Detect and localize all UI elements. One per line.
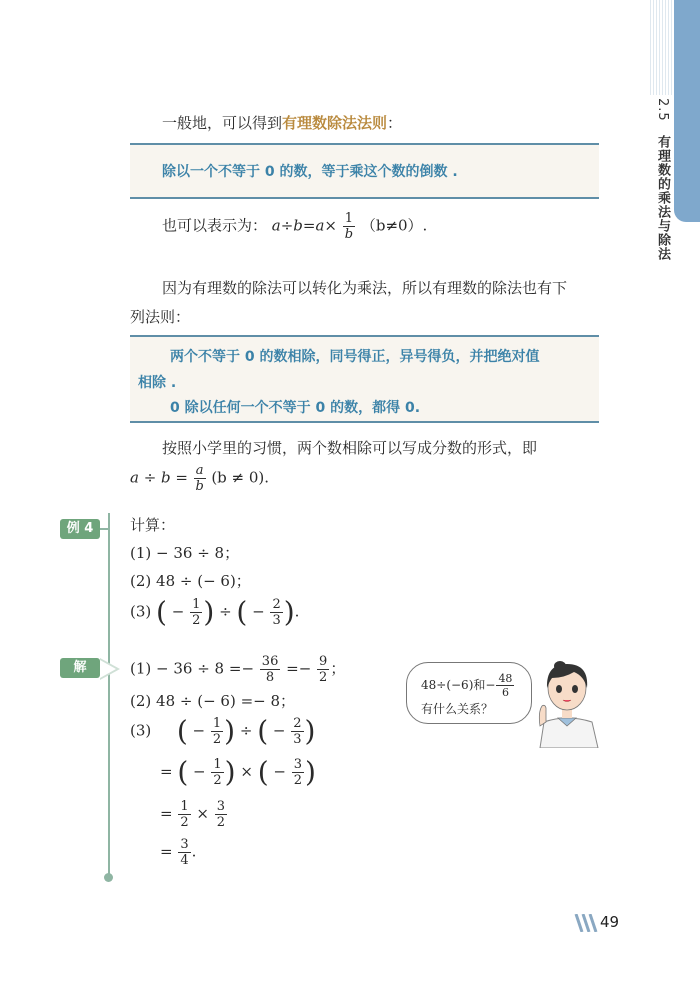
solution-line-1 bbox=[130, 655, 345, 684]
fraction-a-over-b bbox=[194, 464, 206, 493]
rule-2-line-1: 两个不等于 0 的数相除，同号得正，异号得负，并把绝对值 bbox=[170, 349, 540, 365]
frac-num: 48 bbox=[498, 672, 513, 685]
formula-line-2 bbox=[130, 464, 269, 493]
para-2-line-2: 列法则： bbox=[130, 308, 191, 326]
frac-num: 1 bbox=[212, 716, 222, 731]
frac-num: 1 bbox=[180, 799, 189, 814]
formula-prefix: 也可以表示为： bbox=[162, 216, 268, 235]
solution-step-1: = ( − $\frac{1}{2}$ ) × ( − $\frac{3}{2}$ ) bbox=[160, 755, 316, 789]
frac-den: 3 bbox=[293, 732, 302, 747]
fraction-1-over-b bbox=[343, 212, 355, 241]
rule-2-line-2: 相除 . bbox=[138, 375, 177, 391]
student-girl-illustration bbox=[530, 656, 605, 748]
frac-den: 2 bbox=[213, 773, 222, 788]
item-label: (3) bbox=[130, 602, 152, 621]
frac-den: 8 bbox=[265, 670, 275, 685]
example-item-2 bbox=[130, 568, 251, 594]
solution-line-3: (3) ( − $\frac{1}{2}$ ) ÷ ( − $\frac{2}{3}$ ) bbox=[130, 714, 316, 748]
formula2-condition: (b ≠ 0). bbox=[211, 468, 270, 487]
item-label: (1) bbox=[130, 544, 152, 562]
solution-tag: 解 bbox=[60, 658, 100, 678]
frac-den: 2 bbox=[293, 773, 303, 788]
page-number: 49 bbox=[600, 913, 620, 931]
frac-num: 2 bbox=[272, 597, 281, 612]
example-item-1 bbox=[130, 540, 239, 566]
formula2-lhs: a ÷ b = bbox=[130, 468, 188, 487]
frac-den: 2 bbox=[319, 670, 328, 685]
para-3-line-1: 按照小学里的习惯，两个数相除可以写成分数的形式，即 bbox=[162, 439, 538, 457]
formula-condition: （b≠0）. bbox=[360, 216, 428, 235]
item-expr: 48 ÷ (− 6)； bbox=[156, 572, 251, 590]
frac-den: 3 bbox=[272, 613, 281, 628]
speech-bubble bbox=[406, 662, 532, 724]
example-tag-tick bbox=[100, 528, 108, 530]
term-highlight: 有理数除法法则 bbox=[282, 114, 388, 132]
example-tag: 例 4 bbox=[60, 519, 100, 539]
frac-num: 3 bbox=[293, 757, 303, 772]
solution-step-3: = $\frac{3}{4}$ . bbox=[160, 837, 197, 868]
frac-den: 6 bbox=[501, 686, 509, 699]
rule-box-2 bbox=[130, 335, 599, 423]
frac-num: 1 bbox=[213, 757, 222, 772]
item-label: (2) bbox=[130, 692, 152, 710]
formula-lhs: a÷b=a× bbox=[271, 216, 337, 235]
guide-line-end-dot bbox=[104, 873, 113, 882]
item-end: . bbox=[294, 602, 300, 621]
section-label bbox=[652, 98, 672, 261]
step-end: . bbox=[191, 842, 197, 861]
solution-line-2 bbox=[130, 688, 295, 714]
example-item-3: (3) ( − $\frac{1}{2}$ ) ÷ ( − $\frac{2}{3}$ ). bbox=[130, 595, 300, 629]
bubble-text: 48÷(−6)和− bbox=[421, 678, 496, 692]
section-tab bbox=[674, 0, 700, 222]
bubble-line-2: 有什么关系？ bbox=[421, 702, 494, 716]
intro-suffix: ： bbox=[387, 114, 403, 132]
section-title: 有理数的乘法与除法 bbox=[655, 135, 670, 262]
example-prompt: 计算： bbox=[130, 516, 176, 534]
formula-line-1 bbox=[162, 212, 427, 241]
bubble-line-1 bbox=[421, 673, 517, 698]
solution-lhs: − 36 ÷ 8 =− bbox=[156, 659, 255, 678]
solution-end: ； bbox=[330, 659, 346, 678]
item-expr: − 36 ÷ 8； bbox=[156, 544, 240, 562]
frac-num: 1 bbox=[344, 211, 354, 226]
frac-den: 2 bbox=[180, 815, 189, 830]
frac-num: 3 bbox=[216, 799, 226, 814]
frac-den: 2 bbox=[216, 815, 226, 830]
solution-mid: =− bbox=[286, 659, 312, 678]
solution-step-2: = $\frac{1}{2}$ × $\frac{3}{2}$ bbox=[160, 799, 226, 830]
para-2-line-1: 因为有理数的除法可以转化为乘法，所以有理数的除法也有下 bbox=[162, 279, 568, 297]
frac-num: 36 bbox=[261, 654, 279, 669]
rule-box-1 bbox=[130, 143, 599, 199]
item-label: (2) bbox=[130, 572, 152, 590]
frac-den: b bbox=[195, 479, 204, 494]
frac-den: b bbox=[344, 227, 354, 242]
intro-prefix: 一般地，可以得到 bbox=[162, 114, 283, 132]
frac-num: 2 bbox=[293, 716, 302, 731]
frac-den: 2 bbox=[212, 732, 222, 747]
frac-den: 2 bbox=[192, 613, 201, 628]
frac-den: 4 bbox=[180, 853, 189, 868]
frac-num: 3 bbox=[180, 837, 189, 852]
solution-text: 48 ÷ (− 6) =− 8； bbox=[156, 692, 296, 710]
section-number: 2.5 bbox=[655, 98, 670, 122]
page-number-stripes-icon bbox=[574, 914, 600, 932]
rule-1-text: 除以一个不等于 0 的数，等于乘这个数的倒数 . bbox=[162, 164, 458, 180]
intro-line bbox=[162, 110, 402, 136]
frac-num: 1 bbox=[192, 597, 201, 612]
item-label: (1) bbox=[130, 659, 152, 678]
solution-arrow-inner bbox=[100, 660, 116, 678]
item-label: (3) bbox=[130, 721, 152, 740]
frac-num: a bbox=[195, 463, 204, 478]
frac-num: 9 bbox=[319, 654, 328, 669]
side-decoration-stripes bbox=[650, 0, 674, 95]
example-guide-line bbox=[108, 513, 110, 877]
rule-2-line-3: 0 除以任何一个不等于 0 的数，都得 0. bbox=[170, 400, 421, 416]
